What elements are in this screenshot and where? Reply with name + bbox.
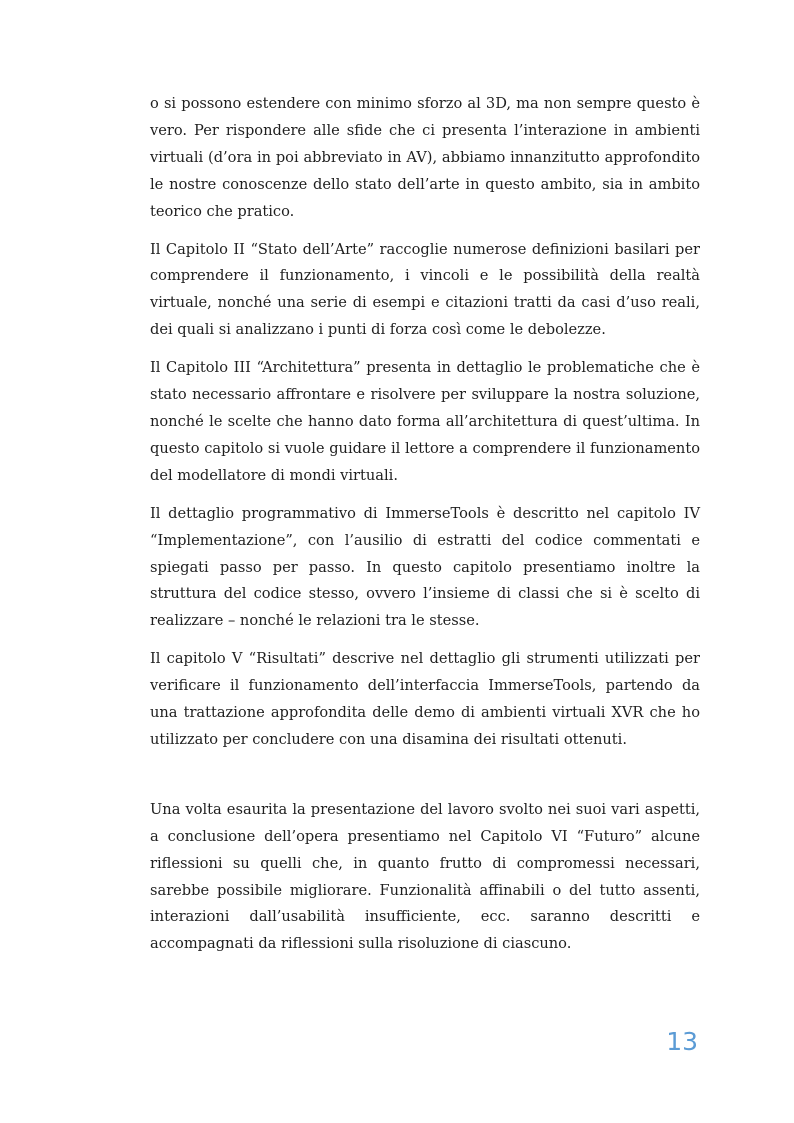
paragraph-chapter-4: Il dettaglio programmativo di ImmerseTools è descritto nel capitolo IV “Implementazione”, con l’ausilio di estratti del codice commentati e spiegati passo per passo. In questo capitolo presentiamo inoltre la struttura del codice stesso, ovvero l’insieme di classi che si è scelto di realizzare – nonché le relazioni tra le stesse.	[150, 504, 700, 630]
paragraph-chapter-6: Una volta esaurita la presentazione del lavoro svolto nei suoi vari aspetti, a conclusione dell’opera presentiamo nel Capitolo VI “Futuro” alcune riflessioni su quelli che, in quanto frutto di compromessi necessari, sarebbe possibile migliorare. Funzionalità affinabili o del tutto assenti, interazioni dall’usabilità insufficiente, ecc. saranno descritti e accompagnati da riflessioni sulla risoluzione di ciascuno.	[150, 800, 700, 953]
paragraph-chapter-5: Il capitolo V “Risultati” descrive nel dettaglio gli strumenti utilizzati per verificare il funzionamento dell’interfaccia ImmerseTools, partendo da una trattazione approfondita delle demo di ambienti virtuali XVR che ho utilizzato per concludere con una disamina dei risultati ottenuti.	[150, 650, 700, 748]
paragraph-chapter-2: Il Capitolo II “Stato dell’Arte” raccoglie numerose definizioni basilari per comprendere il funzionamento, i vincoli e le possibilità della realtà virtuale, nonché una serie di esempi e citazioni tratti da casi d’uso reali, dei quali si analizzano i punti di forza così come le debolezze.	[150, 240, 700, 339]
paragraph-chapter-3: Il Capitolo III “Architettura” presenta in dettaglio le problematiche che è stato necessario affrontare e risolvere per sviluppare la nostra soluzione, nonché le scelte che hanno dato forma all’architettura di quest’ultima. In questo capitolo si vuole guidare il lettore a comprendere il funzionamento del modellatore di mondi virtuali.	[150, 359, 700, 484]
page-number: 13	[666, 1027, 698, 1056]
page-body	[150, 91, 700, 969]
paragraph-intro-continuation: o si possono estendere con minimo sforzo al 3D, ma non sempre questo è vero. Per rispondere alle sfide che ci presenta l’interazione in ambienti virtuali (d’ora in poi abbreviato in AV), abbiamo innanzitutto approfondito le nostre conoscenze dello stato dell’arte in questo ambito, sia in ambito teorico che pratico.	[150, 95, 700, 220]
